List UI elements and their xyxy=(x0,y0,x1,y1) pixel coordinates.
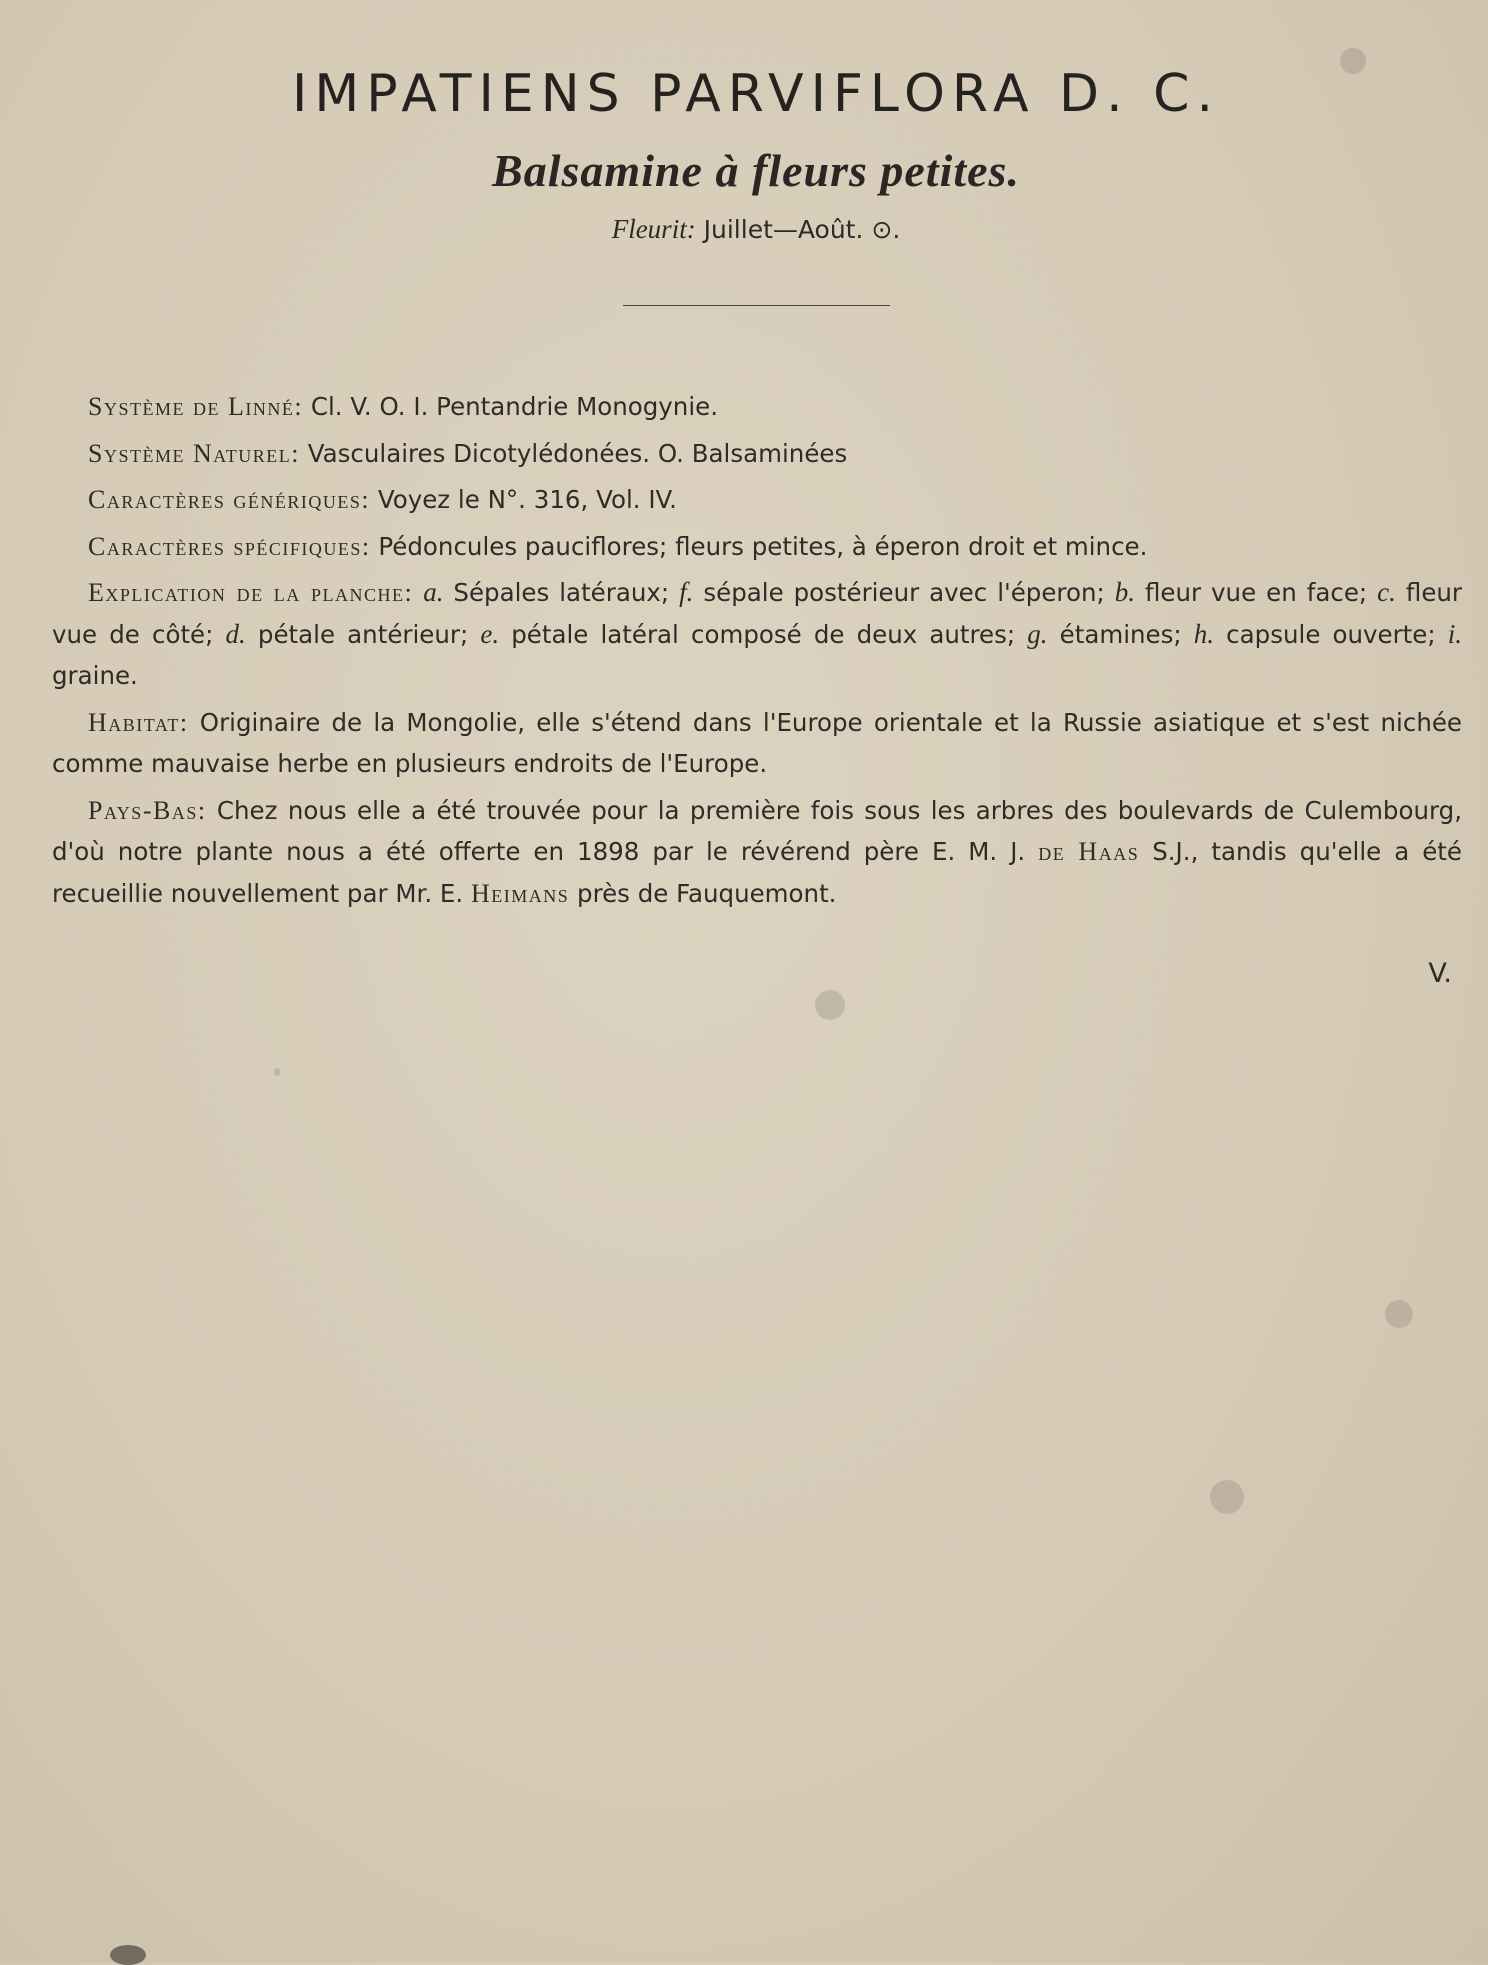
specifiques-section xyxy=(52,526,1462,568)
plate-key: c. xyxy=(1377,577,1396,607)
linne-label: Système de Linné: xyxy=(88,392,304,421)
linne-text: Cl. V. O. I. Pentandrie Monogynie. xyxy=(303,392,719,421)
naturel-label: Système Naturel: xyxy=(88,438,300,468)
paysbas-text: S.J., tandis qu'elle a été recueillie nouvellement par Mr. E. xyxy=(52,837,1462,908)
plate-text: pétale antérieur; xyxy=(245,619,481,649)
divider-rule xyxy=(623,305,890,306)
plate-key: b. xyxy=(1114,577,1135,607)
naturel-section xyxy=(52,433,1462,475)
plate-key: d. xyxy=(225,618,246,649)
habitat-text: Originaire de la Mongolie, elle s'étend dans l'Europe orientale et la Russie asiatique et s'est nichée comme mauvaise herbe en plusieurs endroits de l'Europe. xyxy=(52,707,1462,778)
explication-section xyxy=(52,572,1462,697)
plate-text: fleur vue de côté; xyxy=(52,578,1462,649)
paper-spot xyxy=(274,1068,280,1076)
plate-text: fleur vue en face; xyxy=(1134,578,1378,607)
author-signature: V. xyxy=(1428,958,1452,989)
plate-key: g. xyxy=(1027,618,1048,649)
specifiques-text: Pédoncules pauciflores; fleurs petites, à éperon droit et mince. xyxy=(370,531,1148,561)
paper-spot xyxy=(1210,1480,1244,1514)
specifiques-label: Caractères spécifiques: xyxy=(88,531,371,561)
plate-key: f. xyxy=(679,577,694,607)
plate-text: sépale postérieur avec l'éperon; xyxy=(693,578,1115,607)
flowering-label: Fleurit: xyxy=(611,214,696,244)
habitat-section xyxy=(52,702,1462,785)
paper-spot xyxy=(110,1945,146,1965)
paper-spot xyxy=(1340,48,1366,74)
plate-text: graine. xyxy=(52,661,138,690)
generiques-text: Voyez le N°. 316, Vol. IV. xyxy=(370,485,677,514)
paysbas-text: près de Fauquemont. xyxy=(569,878,837,908)
naturel-text: Vasculaires Dicotylédonées. O. Balsaminées xyxy=(299,438,848,468)
plate-text: Sépales latéraux; xyxy=(443,578,680,607)
paper-spot xyxy=(815,990,845,1020)
paysbas-label: Pays-Bas: xyxy=(88,795,207,825)
plate-text: capsule ouverte; xyxy=(1214,619,1448,649)
description-body xyxy=(52,386,1462,919)
flowering-line xyxy=(0,214,1488,245)
person-name: Heimans xyxy=(470,878,570,908)
species-title: IMPATIENS PARVIFLORA D. C. xyxy=(292,64,1220,124)
paysbas-section xyxy=(52,790,1462,915)
plate-key: i. xyxy=(1447,618,1463,649)
plate-key: h. xyxy=(1193,618,1215,649)
common-name: Balsamine à fleurs petites. xyxy=(492,145,1020,196)
flowering-months: Juillet—Août. ⊙. xyxy=(703,215,901,244)
plate-key: a. xyxy=(423,577,444,607)
plate-text: pétale latéral composé de deux autres; xyxy=(499,619,1028,649)
linne-section xyxy=(52,386,1462,428)
person-name: de Haas xyxy=(1038,837,1140,866)
habitat-label: Habitat: xyxy=(88,707,189,737)
paysbas-text: Chez nous elle a été trouvée pour la première fois sous les arbres des boulevards de Culembourg, d'où notre plante nous a été offerte en 1898 par le révérend père E. M. J. xyxy=(52,795,1462,866)
paper-spot xyxy=(1385,1300,1413,1328)
generiques-section xyxy=(52,479,1462,521)
plate-text: étamines; xyxy=(1047,619,1194,649)
explication-label: Explication de la planche: xyxy=(88,578,414,607)
plate-key: e. xyxy=(480,618,500,649)
generiques-label: Caractères génériques: xyxy=(88,485,371,514)
